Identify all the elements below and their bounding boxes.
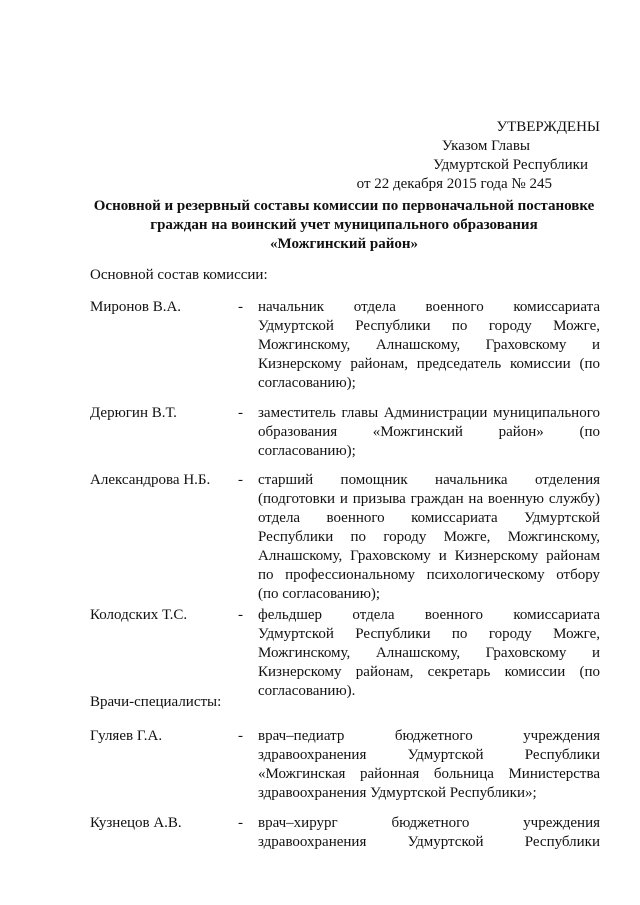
role-line: по профессиональному психологическому отбору: [258, 567, 600, 583]
role-line: (по согласованию);: [258, 586, 381, 602]
member-role: [258, 471, 600, 604]
role-line: Кизнерскому районам, председатель комиссии (по: [258, 356, 600, 372]
role-line: согласованию);: [258, 375, 356, 391]
title-line-3: «Можгинский район»: [269, 236, 419, 252]
title-line-2: граждан на воинский учет муниципального образования: [150, 217, 538, 233]
approval-republic: Удмуртской Республики: [433, 157, 588, 173]
role-line: здравоохранения Удмуртской Республики: [258, 834, 600, 850]
dash: -: [238, 405, 243, 421]
dash: -: [238, 607, 243, 623]
role-line: согласованию).: [258, 683, 356, 699]
role-line: Удмуртской Республики по городу Можге,: [258, 318, 600, 334]
member-role: [258, 606, 600, 701]
dash: -: [238, 728, 243, 744]
approval-date: от 22 декабря 2015 года № 245: [356, 176, 552, 192]
title-line-1: Основной и резервный составы комиссии по первоначальной постановке: [93, 198, 595, 214]
role-line: врач–педиатр бюджетного учреждения: [258, 728, 600, 744]
role-line: Алнашскому, Граховскому и Кизнерскому районам: [258, 548, 600, 564]
member-role: [258, 814, 600, 852]
role-line: врач–хирург бюджетного учреждения: [258, 815, 600, 831]
approval-block: [357, 118, 600, 194]
role-line: Кизнерскому районам, секретарь комиссии (по: [258, 664, 600, 680]
member-name: Александрова Н.Б.: [90, 472, 211, 488]
role-line: согласованию);: [258, 443, 356, 459]
role-line: отдела военного комиссариата Удмуртской: [258, 510, 600, 526]
role-line: старший помощник начальника отделения: [258, 472, 600, 488]
role-line: образования «Можгинский район» (по: [258, 424, 600, 440]
approval-authority: Указом Главы: [441, 138, 530, 154]
member-role: [258, 404, 600, 461]
role-line: фельдшер отдела военного комиссариата: [258, 607, 600, 623]
approval-title: УТВЕРЖДЕНЫ: [496, 119, 600, 135]
role-line: «Можгинская районная больница Министерства: [258, 766, 600, 782]
member-name: Дерюгин В.Т.: [90, 405, 177, 421]
dash: -: [238, 815, 243, 831]
role-line: Удмуртской Республики по городу Можге,: [258, 626, 600, 642]
role-line: заместитель главы Администрации муниципального: [258, 405, 600, 421]
dash: -: [238, 299, 243, 315]
role-line: Можгинскому, Алнашскому, Граховскому и: [258, 645, 600, 661]
role-line: начальник отдела военного комиссариата: [258, 299, 600, 315]
member-name: Кузнецов А.В.: [90, 815, 182, 831]
document-title: [88, 197, 600, 254]
member-name: Гуляев Г.А.: [90, 728, 163, 744]
role-line: (подготовки и призыва граждан на военную службу): [258, 491, 600, 507]
dash: -: [238, 472, 243, 488]
member-name: Колодских Т.С.: [90, 607, 188, 623]
role-line: Можгинскому, Алнашскому, Граховскому и: [258, 337, 600, 353]
member-name: Миронов В.А.: [90, 299, 182, 315]
role-line: здравоохранения Удмуртской Республики: [258, 747, 600, 763]
role-line: Республики по городу Можге, Можгинскому,: [258, 529, 600, 545]
role-line: здравоохранения Удмуртской Республики»;: [258, 785, 537, 801]
member-role: [258, 298, 600, 393]
member-role: [258, 727, 600, 803]
section-main-heading: Основной состав комиссии:: [90, 267, 268, 283]
section-doctors-heading: Врачи-специалисты:: [90, 694, 222, 710]
